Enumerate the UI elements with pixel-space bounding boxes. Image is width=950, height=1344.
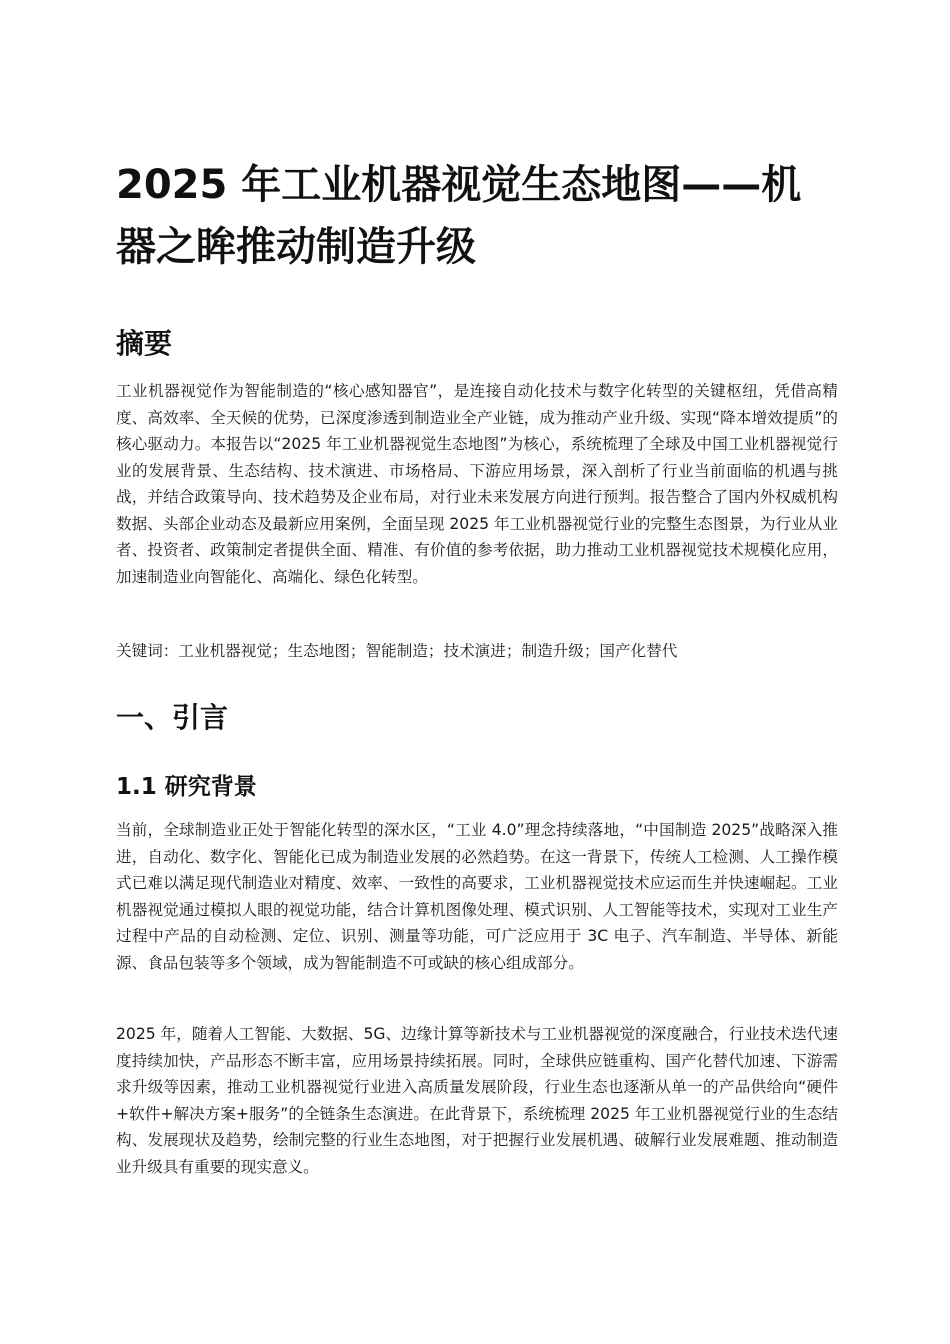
body-paragraph-2: 2025 年，随着人工智能、大数据、5G、边缘计算等新技术与工业机器视觉的深度融合，行业技术迭代速度持续加快，产品形态不断丰富，应用场景持续拓展。同时，全球供应链重构、国产化替代加速、下游需求升级等因素，推动工业机器视觉行业进入高质量发展阶段，行业生态也逐渐从单一的产品供给向“硬件+软件+解决方案+服务”的全链条生态演进。在此背景下，系统梳理 2025 年工业机器视觉行业的生态结构、发展现状及趋势，绘制完整的行业生态地图，对于把握行业发展机遇、破解行业发展难题、推动制造业升级具有重要的现实意义。 [116,1025,838,1176]
body-paragraph-1: 当前，全球制造业正处于智能化转型的深水区，“工业 4.0”理念持续落地，“中国制造 2025”战略深入推进，自动化、数字化、智能化已成为制造业发展的必然趋势。在这一背景下，传统人工检测、人工操作模式已难以满足现代制造业对精度、效率、一致性的高要求，工业机器视觉技术应运而生并快速崛起。工业机器视觉通过模拟人眼的视觉功能，结合计算机图像处理、模式识别、人工智能等技术，实现对工业生产过程中产品的自动检测、定位、识别、测量等功能，可广泛应用于 3C 电子、汽车制造、半导体、新能源、食品包装等多个领域，成为智能制造不可或缺的核心组成部分。 [116,821,838,972]
abstract-heading: 摘要 [116,327,173,360]
section-heading-introduction: 一、引言 [116,701,229,734]
keywords-line: 关键词：工业机器视觉；生态地图；智能制造；技术演进；制造升级；国产化替代 [116,642,678,660]
subsection-heading-research-background: 1.1 研究背景 [116,774,257,800]
abstract-paragraph: 工业机器视觉作为智能制造的“核心感知器官”，是连接自动化技术与数字化转型的关键枢纽，凭借高精度、高效率、全天候的优势，已深度渗透到制造业全产业链，成为推动产业升级、实现“降本增效提质”的核心驱动力。本报告以“2025 年工业机器视觉生态地图”为核心，系统梳理了全球及中国工业机器视觉行业的发展背景、生态结构、技术演进、市场格局、下游应用场景，深入剖析了行业当前面临的机遇与挑战，并结合政策导向、技术趋势及企业布局，对行业未来发展方向进行预判。报告整合了国内外权威机构数据、头部企业动态及最新应用案例，全面呈现 2025 年工业机器视觉行业的完整生态图景，为行业从业者、投资者、政策制定者提供全面、精准、有价值的参考依据，助力推动工业机器视觉技术规模化应用，加速制造业向智能化、高端化、绿色化转型。 [116,382,838,586]
document-title: 2025 年工业机器视觉生态地图——机器之眸推动制造升级 [116,162,802,270]
